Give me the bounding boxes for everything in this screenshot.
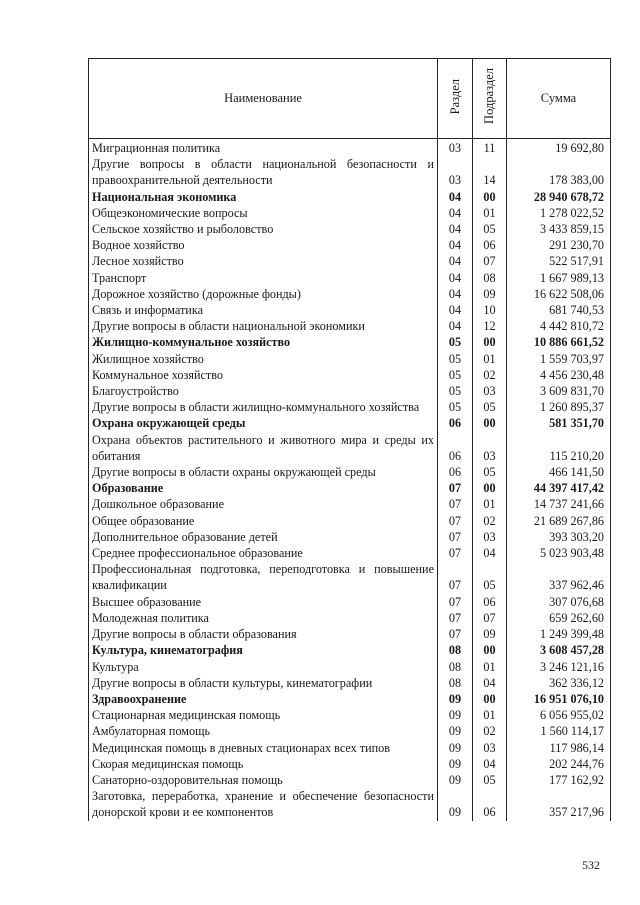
row-sum: 393 303,20 [507, 529, 611, 545]
header-sum [507, 59, 611, 139]
row-subsection: 07 [473, 610, 507, 626]
row-section: 08 [438, 659, 473, 675]
row-sum: 10 886 661,52 [507, 334, 611, 350]
row-subsection: 00 [473, 334, 507, 350]
row-section: 03 [438, 139, 473, 157]
row-sum: 16 622 508,06 [507, 286, 611, 302]
row-name: Здравоохранение [89, 691, 438, 707]
row-subsection: 05 [473, 772, 507, 788]
row-section: 05 [438, 367, 473, 383]
header-section [438, 59, 473, 139]
row-sum: 522 517,91 [507, 253, 611, 269]
row-name: Другие вопросы в области жилищно-коммунального хозяйства [89, 399, 438, 415]
row-name: Дошкольное образование [89, 496, 438, 512]
row-subsection: 00 [473, 691, 507, 707]
row-section: 09 [438, 772, 473, 788]
row-section: 04 [438, 253, 473, 269]
table-row [89, 788, 611, 820]
row-subsection: 01 [473, 351, 507, 367]
row-sum: 3 433 859,15 [507, 221, 611, 237]
table-row [89, 626, 611, 642]
row-name: Стационарная медицинская помощь [89, 707, 438, 723]
row-subsection: 02 [473, 367, 507, 383]
row-name: Другие вопросы в области культуры, кинематографии [89, 675, 438, 691]
header-section-label: Раздел [447, 78, 462, 115]
table-row [89, 139, 611, 157]
table-row [89, 156, 611, 188]
row-sum: 337 962,46 [507, 561, 611, 593]
row-name: Другие вопросы в области образования [89, 626, 438, 642]
row-section: 07 [438, 545, 473, 561]
row-sum: 6 056 955,02 [507, 707, 611, 723]
row-section: 05 [438, 334, 473, 350]
row-subsection: 06 [473, 788, 507, 820]
row-name: Сельское хозяйство и рыболовство [89, 221, 438, 237]
table-row [89, 415, 611, 431]
row-section: 05 [438, 351, 473, 367]
table-row [89, 529, 611, 545]
row-sum: 357 217,96 [507, 788, 611, 820]
table-row [89, 399, 611, 415]
row-section: 07 [438, 496, 473, 512]
table-row [89, 691, 611, 707]
row-name: Молодежная политика [89, 610, 438, 626]
row-subsection: 00 [473, 189, 507, 205]
row-sum: 14 737 241,66 [507, 496, 611, 512]
table-row [89, 610, 611, 626]
page-number: 532 [582, 858, 600, 872]
row-subsection: 11 [473, 139, 507, 157]
row-section: 07 [438, 594, 473, 610]
header-subsection-label: Подраздел [482, 68, 497, 125]
row-sum: 362 336,12 [507, 675, 611, 691]
row-name: Амбулаторная помощь [89, 723, 438, 739]
row-name: Дополнительное образование детей [89, 529, 438, 545]
row-sum: 178 383,00 [507, 156, 611, 188]
row-name: Образование [89, 480, 438, 496]
row-subsection: 03 [473, 383, 507, 399]
row-name: Дорожное хозяйство (дорожные фонды) [89, 286, 438, 302]
row-section: 07 [438, 626, 473, 642]
row-name: Жилищно-коммунальное хозяйство [89, 334, 438, 350]
row-section: 09 [438, 756, 473, 772]
table-row [89, 756, 611, 772]
table-row [89, 496, 611, 512]
row-section: 09 [438, 691, 473, 707]
row-subsection: 07 [473, 253, 507, 269]
row-subsection: 12 [473, 318, 507, 334]
table-row [89, 432, 611, 464]
table-row [89, 221, 611, 237]
table-row [89, 189, 611, 205]
row-name: Культура [89, 659, 438, 675]
row-subsection: 00 [473, 642, 507, 658]
row-name: Медицинская помощь в дневных стационарах всех типов [89, 740, 438, 756]
row-sum: 581 351,70 [507, 415, 611, 431]
row-name: Охрана окружающей среды [89, 415, 438, 431]
row-subsection: 05 [473, 221, 507, 237]
row-name: Скорая медицинская помощь [89, 756, 438, 772]
row-subsection: 01 [473, 659, 507, 675]
row-name: Транспорт [89, 270, 438, 286]
row-sum: 115 210,20 [507, 432, 611, 464]
row-subsection: 02 [473, 723, 507, 739]
header-name-label: Наименование [224, 91, 302, 106]
row-section: 07 [438, 561, 473, 593]
row-section: 07 [438, 529, 473, 545]
table-row [89, 480, 611, 496]
row-sum: 28 940 678,72 [507, 189, 611, 205]
table-row [89, 383, 611, 399]
row-section: 06 [438, 415, 473, 431]
row-name: Национальная экономика [89, 189, 438, 205]
table-row [89, 334, 611, 350]
budget-table [88, 58, 611, 821]
row-section: 04 [438, 237, 473, 253]
row-name: Заготовка, переработка, хранение и обеспечение безопасности донорской крови и ее компонентов [89, 788, 438, 820]
row-subsection: 01 [473, 707, 507, 723]
table-row [89, 642, 611, 658]
row-section: 06 [438, 432, 473, 464]
row-name: Общеэкономические вопросы [89, 205, 438, 221]
row-section: 08 [438, 642, 473, 658]
row-subsection: 04 [473, 545, 507, 561]
row-section: 04 [438, 270, 473, 286]
row-name: Другие вопросы в области национальной безопасности и правоохранительной деятельности [89, 156, 438, 188]
row-section: 06 [438, 464, 473, 480]
row-section: 08 [438, 675, 473, 691]
row-sum: 1 260 895,37 [507, 399, 611, 415]
row-sum: 3 609 831,70 [507, 383, 611, 399]
row-name: Высшее образование [89, 594, 438, 610]
table-row [89, 318, 611, 334]
row-subsection: 00 [473, 480, 507, 496]
table-header-row [89, 59, 611, 139]
row-name: Санаторно-оздоровительная помощь [89, 772, 438, 788]
row-sum: 3 608 457,28 [507, 642, 611, 658]
table-body [89, 139, 611, 821]
row-sum: 5 023 903,48 [507, 545, 611, 561]
row-name: Благоустройство [89, 383, 438, 399]
row-subsection: 04 [473, 756, 507, 772]
row-sum: 466 141,50 [507, 464, 611, 480]
table-row [89, 302, 611, 318]
row-section: 07 [438, 513, 473, 529]
row-section: 04 [438, 286, 473, 302]
row-section: 04 [438, 221, 473, 237]
row-subsection: 06 [473, 594, 507, 610]
header-sum-label: Сумма [540, 91, 577, 106]
table-row [89, 464, 611, 480]
row-name: Миграционная политика [89, 139, 438, 157]
row-section: 04 [438, 302, 473, 318]
row-name: Водное хозяйство [89, 237, 438, 253]
row-sum: 1 560 114,17 [507, 723, 611, 739]
row-subsection: 08 [473, 270, 507, 286]
table-row [89, 205, 611, 221]
row-subsection: 00 [473, 415, 507, 431]
table-row [89, 723, 611, 739]
table-row [89, 270, 611, 286]
row-sum: 4 456 230,48 [507, 367, 611, 383]
row-sum: 177 162,92 [507, 772, 611, 788]
row-sum: 1 667 989,13 [507, 270, 611, 286]
row-sum: 659 262,60 [507, 610, 611, 626]
row-sum: 4 442 810,72 [507, 318, 611, 334]
row-name: Жилищное хозяйство [89, 351, 438, 367]
row-subsection: 05 [473, 561, 507, 593]
row-name: Коммунальное хозяйство [89, 367, 438, 383]
header-subsection [473, 59, 507, 139]
row-section: 09 [438, 788, 473, 820]
row-sum: 1 559 703,97 [507, 351, 611, 367]
row-subsection: 05 [473, 464, 507, 480]
row-name: Общее образование [89, 513, 438, 529]
table-row [89, 675, 611, 691]
row-section: 09 [438, 707, 473, 723]
table-row [89, 286, 611, 302]
table-row [89, 659, 611, 675]
row-name: Другие вопросы в области национальной экономики [89, 318, 438, 334]
row-subsection: 09 [473, 626, 507, 642]
row-section: 05 [438, 399, 473, 415]
table-row [89, 740, 611, 756]
table-row [89, 561, 611, 593]
row-sum: 202 244,76 [507, 756, 611, 772]
table-row [89, 237, 611, 253]
row-name: Лесное хозяйство [89, 253, 438, 269]
row-subsection: 06 [473, 237, 507, 253]
row-sum: 681 740,53 [507, 302, 611, 318]
row-subsection: 01 [473, 205, 507, 221]
row-sum: 21 689 267,86 [507, 513, 611, 529]
table-row [89, 545, 611, 561]
row-subsection: 03 [473, 432, 507, 464]
table-row [89, 367, 611, 383]
row-sum: 44 397 417,42 [507, 480, 611, 496]
table-row [89, 707, 611, 723]
row-sum: 1 278 022,52 [507, 205, 611, 221]
table-row [89, 513, 611, 529]
row-sum: 3 246 121,16 [507, 659, 611, 675]
row-section: 07 [438, 480, 473, 496]
row-subsection: 10 [473, 302, 507, 318]
row-sum: 1 249 399,48 [507, 626, 611, 642]
row-section: 09 [438, 723, 473, 739]
row-name: Охрана объектов растительного и животного мира и среды их обитания [89, 432, 438, 464]
row-name: Культура, кинематография [89, 642, 438, 658]
row-name: Другие вопросы в области охраны окружающей среды [89, 464, 438, 480]
row-section: 04 [438, 205, 473, 221]
table-row [89, 253, 611, 269]
row-subsection: 03 [473, 529, 507, 545]
row-sum: 117 986,14 [507, 740, 611, 756]
row-subsection: 01 [473, 496, 507, 512]
row-sum: 291 230,70 [507, 237, 611, 253]
row-name: Связь и информатика [89, 302, 438, 318]
row-section: 03 [438, 156, 473, 188]
row-subsection: 05 [473, 399, 507, 415]
row-subsection: 03 [473, 740, 507, 756]
table-row [89, 351, 611, 367]
row-sum: 16 951 076,10 [507, 691, 611, 707]
row-section: 09 [438, 740, 473, 756]
table-row [89, 772, 611, 788]
row-name: Среднее профессиональное образование [89, 545, 438, 561]
row-section: 04 [438, 318, 473, 334]
row-section: 07 [438, 610, 473, 626]
row-subsection: 04 [473, 675, 507, 691]
row-subsection: 09 [473, 286, 507, 302]
header-name [89, 59, 438, 139]
row-section: 05 [438, 383, 473, 399]
row-sum: 19 692,80 [507, 139, 611, 157]
row-sum: 307 076,68 [507, 594, 611, 610]
row-subsection: 02 [473, 513, 507, 529]
row-subsection: 14 [473, 156, 507, 188]
row-section: 04 [438, 189, 473, 205]
table-row [89, 594, 611, 610]
row-name: Профессиональная подготовка, переподготовка и повышение квалификации [89, 561, 438, 593]
